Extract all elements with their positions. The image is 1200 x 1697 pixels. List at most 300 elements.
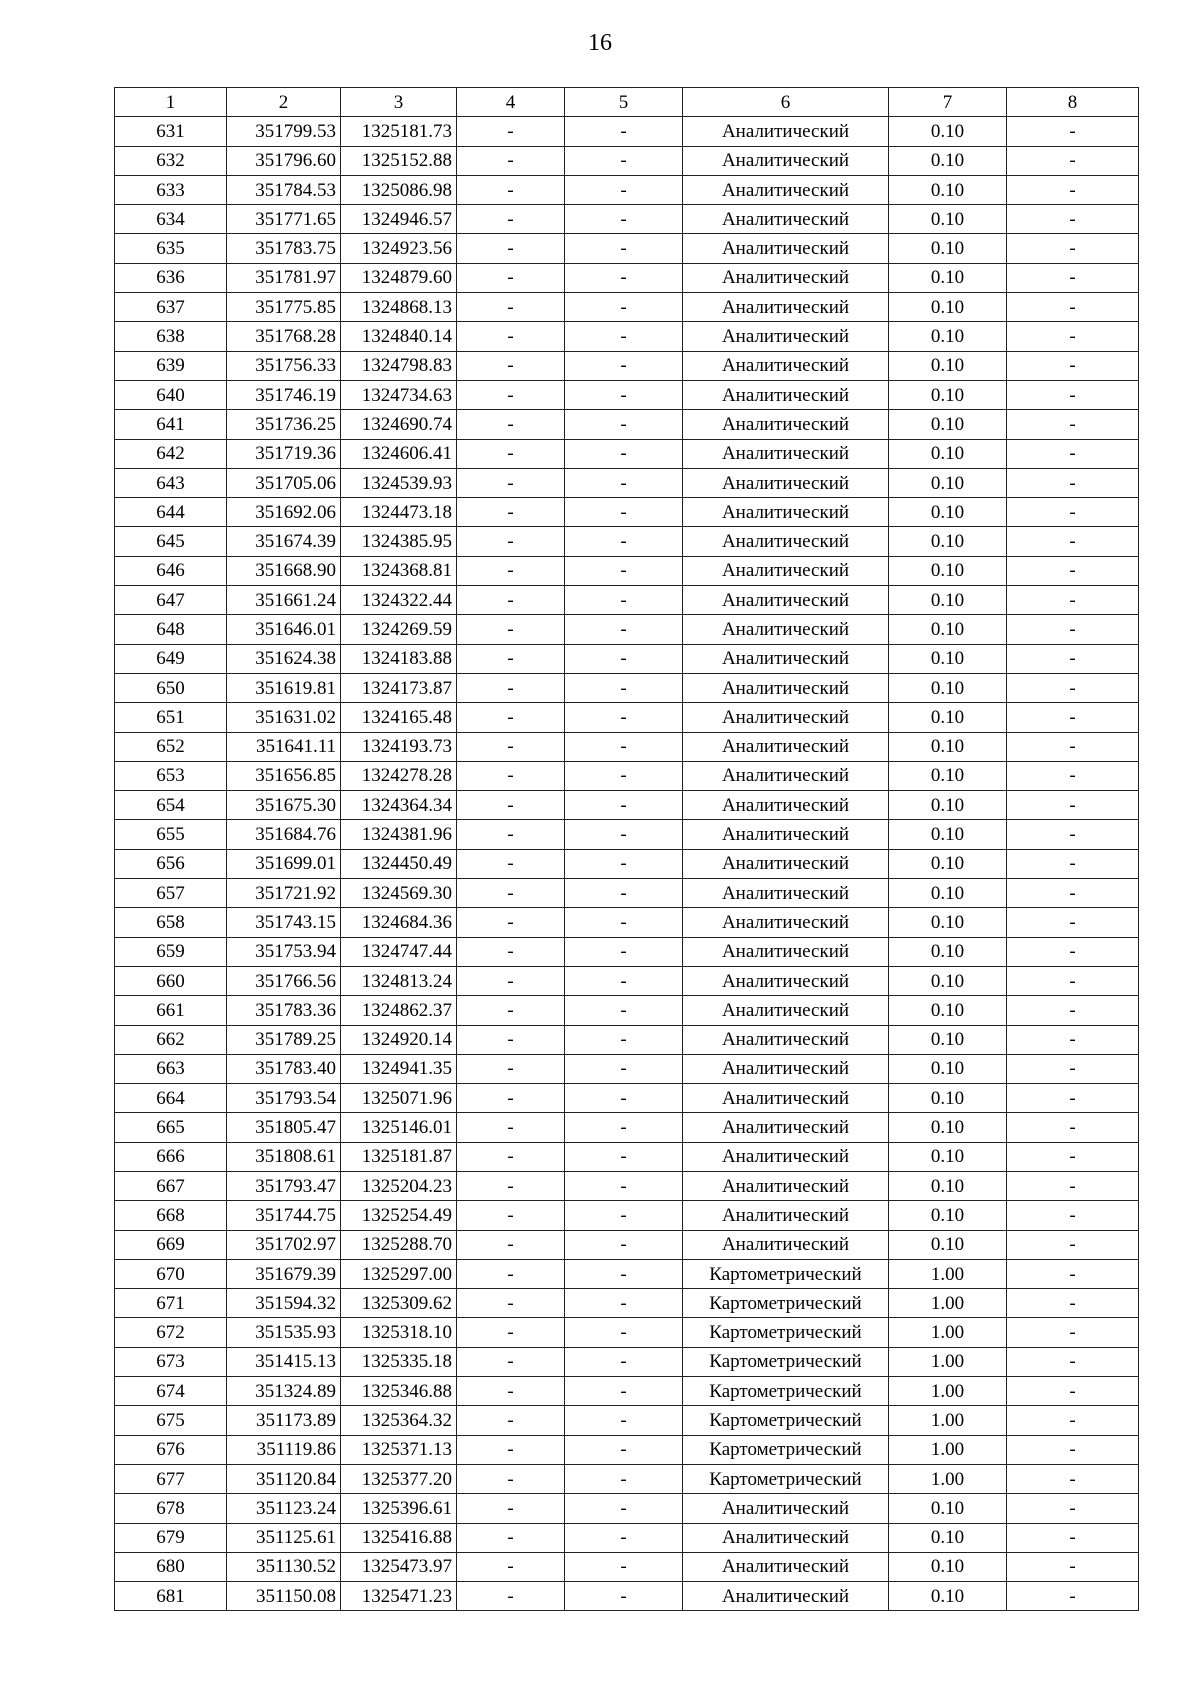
accuracy-cell: 1.00 xyxy=(889,1347,1007,1376)
y-coordinate-cell: 1324450.49 xyxy=(341,849,457,878)
y-coordinate-cell: 1324473.18 xyxy=(341,498,457,527)
column-5-cell: - xyxy=(565,146,683,175)
table-row xyxy=(115,673,1139,702)
column-5-cell: - xyxy=(565,1347,683,1376)
column-4-cell: - xyxy=(457,146,565,175)
column-5-cell: - xyxy=(565,175,683,204)
point-number-cell: 647 xyxy=(115,586,227,615)
x-coordinate-cell: 351746.19 xyxy=(227,380,341,409)
point-number-cell: 654 xyxy=(115,791,227,820)
table-row xyxy=(115,644,1139,673)
y-coordinate-cell: 1324269.59 xyxy=(341,615,457,644)
column-4-cell: - xyxy=(457,1142,565,1171)
column-4-cell: - xyxy=(457,761,565,790)
column-4-cell: - xyxy=(457,556,565,585)
column-8-cell: - xyxy=(1007,820,1139,849)
column-5-cell: - xyxy=(565,1201,683,1230)
x-coordinate-cell: 351130.52 xyxy=(227,1552,341,1581)
method-cell: Аналитический xyxy=(683,761,889,790)
y-coordinate-cell: 1325396.61 xyxy=(341,1494,457,1523)
point-number-cell: 639 xyxy=(115,351,227,380)
column-8-cell: - xyxy=(1007,380,1139,409)
column-4-cell: - xyxy=(457,1552,565,1581)
point-number-cell: 633 xyxy=(115,175,227,204)
point-number-cell: 648 xyxy=(115,615,227,644)
method-cell: Аналитический xyxy=(683,1142,889,1171)
y-coordinate-cell: 1324690.74 xyxy=(341,410,457,439)
column-8-cell: - xyxy=(1007,879,1139,908)
column-5-cell: - xyxy=(565,1171,683,1200)
method-cell: Аналитический xyxy=(683,380,889,409)
table-row xyxy=(115,380,1139,409)
x-coordinate-cell: 351783.75 xyxy=(227,234,341,263)
point-number-cell: 661 xyxy=(115,996,227,1025)
accuracy-cell: 0.10 xyxy=(889,1552,1007,1581)
column-5-cell: - xyxy=(565,380,683,409)
x-coordinate-cell: 351744.75 xyxy=(227,1201,341,1230)
method-cell: Аналитический xyxy=(683,1523,889,1552)
y-coordinate-cell: 1324569.30 xyxy=(341,879,457,908)
x-coordinate-cell: 351125.61 xyxy=(227,1523,341,1552)
method-cell: Картометрический xyxy=(683,1377,889,1406)
column-8-cell: - xyxy=(1007,1084,1139,1113)
y-coordinate-cell: 1324606.41 xyxy=(341,439,457,468)
method-cell: Аналитический xyxy=(683,263,889,292)
table-row xyxy=(115,175,1139,204)
x-coordinate-cell: 351679.39 xyxy=(227,1259,341,1288)
y-coordinate-cell: 1324539.93 xyxy=(341,468,457,497)
point-number-cell: 646 xyxy=(115,556,227,585)
accuracy-cell: 0.10 xyxy=(889,439,1007,468)
column-4-cell: - xyxy=(457,175,565,204)
table-row xyxy=(115,1435,1139,1464)
method-cell: Аналитический xyxy=(683,410,889,439)
x-coordinate-cell: 351535.93 xyxy=(227,1318,341,1347)
column-4-cell: - xyxy=(457,791,565,820)
column-5-cell: - xyxy=(565,205,683,234)
table-row xyxy=(115,205,1139,234)
y-coordinate-cell: 1325318.10 xyxy=(341,1318,457,1347)
method-cell: Аналитический xyxy=(683,879,889,908)
column-4-cell: - xyxy=(457,1025,565,1054)
column-8-cell: - xyxy=(1007,117,1139,146)
x-coordinate-cell: 351781.97 xyxy=(227,263,341,292)
column-4-cell: - xyxy=(457,1084,565,1113)
column-5-cell: - xyxy=(565,527,683,556)
column-header-1: 1 xyxy=(115,88,227,117)
column-8-cell: - xyxy=(1007,263,1139,292)
y-coordinate-cell: 1325152.88 xyxy=(341,146,457,175)
table-row xyxy=(115,1259,1139,1288)
accuracy-cell: 1.00 xyxy=(889,1259,1007,1288)
method-cell: Картометрический xyxy=(683,1464,889,1493)
x-coordinate-cell: 351150.08 xyxy=(227,1582,341,1611)
accuracy-cell: 0.10 xyxy=(889,1582,1007,1611)
column-8-cell: - xyxy=(1007,615,1139,644)
point-number-cell: 651 xyxy=(115,703,227,732)
table-row xyxy=(115,556,1139,585)
accuracy-cell: 0.10 xyxy=(889,1084,1007,1113)
column-4-cell: - xyxy=(457,380,565,409)
x-coordinate-cell: 351756.33 xyxy=(227,351,341,380)
accuracy-cell: 0.10 xyxy=(889,1201,1007,1230)
y-coordinate-cell: 1324747.44 xyxy=(341,937,457,966)
table-row xyxy=(115,1084,1139,1113)
column-8-cell: - xyxy=(1007,1435,1139,1464)
x-coordinate-cell: 351656.85 xyxy=(227,761,341,790)
y-coordinate-cell: 1324941.35 xyxy=(341,1054,457,1083)
point-number-cell: 638 xyxy=(115,322,227,351)
column-5-cell: - xyxy=(565,1025,683,1054)
accuracy-cell: 0.10 xyxy=(889,879,1007,908)
column-8-cell: - xyxy=(1007,410,1139,439)
point-number-cell: 680 xyxy=(115,1552,227,1581)
accuracy-cell: 0.10 xyxy=(889,175,1007,204)
point-number-cell: 653 xyxy=(115,761,227,790)
column-8-cell: - xyxy=(1007,1523,1139,1552)
column-5-cell: - xyxy=(565,1377,683,1406)
table-row xyxy=(115,439,1139,468)
table-row xyxy=(115,1142,1139,1171)
column-4-cell: - xyxy=(457,1201,565,1230)
accuracy-cell: 0.10 xyxy=(889,468,1007,497)
accuracy-cell: 0.10 xyxy=(889,1142,1007,1171)
x-coordinate-cell: 351783.40 xyxy=(227,1054,341,1083)
column-8-cell: - xyxy=(1007,293,1139,322)
accuracy-cell: 0.10 xyxy=(889,205,1007,234)
x-coordinate-cell: 351793.54 xyxy=(227,1084,341,1113)
accuracy-cell: 0.10 xyxy=(889,849,1007,878)
column-8-cell: - xyxy=(1007,322,1139,351)
column-4-cell: - xyxy=(457,615,565,644)
table-row xyxy=(115,615,1139,644)
column-5-cell: - xyxy=(565,117,683,146)
method-cell: Картометрический xyxy=(683,1259,889,1288)
method-cell: Аналитический xyxy=(683,527,889,556)
table-header xyxy=(115,88,1139,117)
table-row xyxy=(115,879,1139,908)
column-8-cell: - xyxy=(1007,205,1139,234)
y-coordinate-cell: 1324879.60 xyxy=(341,263,457,292)
column-5-cell: - xyxy=(565,615,683,644)
y-coordinate-cell: 1324734.63 xyxy=(341,380,457,409)
method-cell: Аналитический xyxy=(683,351,889,380)
column-4-cell: - xyxy=(457,263,565,292)
column-8-cell: - xyxy=(1007,791,1139,820)
point-number-cell: 632 xyxy=(115,146,227,175)
accuracy-cell: 0.10 xyxy=(889,380,1007,409)
x-coordinate-cell: 351753.94 xyxy=(227,937,341,966)
method-cell: Аналитический xyxy=(683,586,889,615)
method-cell: Аналитический xyxy=(683,117,889,146)
accuracy-cell: 1.00 xyxy=(889,1318,1007,1347)
column-5-cell: - xyxy=(565,849,683,878)
table-row xyxy=(115,234,1139,263)
column-4-cell: - xyxy=(457,703,565,732)
method-cell: Аналитический xyxy=(683,205,889,234)
column-8-cell: - xyxy=(1007,732,1139,761)
column-4-cell: - xyxy=(457,468,565,497)
column-5-cell: - xyxy=(565,293,683,322)
column-5-cell: - xyxy=(565,1259,683,1288)
column-5-cell: - xyxy=(565,966,683,995)
accuracy-cell: 1.00 xyxy=(889,1289,1007,1318)
y-coordinate-cell: 1325346.88 xyxy=(341,1377,457,1406)
column-8-cell: - xyxy=(1007,1318,1139,1347)
column-4-cell: - xyxy=(457,1494,565,1523)
method-cell: Аналитический xyxy=(683,468,889,497)
table-row xyxy=(115,1171,1139,1200)
accuracy-cell: 0.10 xyxy=(889,1025,1007,1054)
column-8-cell: - xyxy=(1007,351,1139,380)
table-row xyxy=(115,146,1139,175)
point-number-cell: 642 xyxy=(115,439,227,468)
column-header-8: 8 xyxy=(1007,88,1139,117)
column-8-cell: - xyxy=(1007,234,1139,263)
column-8-cell: - xyxy=(1007,1259,1139,1288)
point-number-cell: 667 xyxy=(115,1171,227,1200)
y-coordinate-cell: 1324868.13 xyxy=(341,293,457,322)
column-4-cell: - xyxy=(457,410,565,439)
column-4-cell: - xyxy=(457,1289,565,1318)
column-4-cell: - xyxy=(457,586,565,615)
table-row xyxy=(115,849,1139,878)
method-cell: Аналитический xyxy=(683,849,889,878)
y-coordinate-cell: 1324193.73 xyxy=(341,732,457,761)
column-4-cell: - xyxy=(457,117,565,146)
point-number-cell: 631 xyxy=(115,117,227,146)
x-coordinate-cell: 351783.36 xyxy=(227,996,341,1025)
y-coordinate-cell: 1325309.62 xyxy=(341,1289,457,1318)
column-4-cell: - xyxy=(457,351,565,380)
column-5-cell: - xyxy=(565,1084,683,1113)
y-coordinate-cell: 1324684.36 xyxy=(341,908,457,937)
method-cell: Аналитический xyxy=(683,644,889,673)
column-4-cell: - xyxy=(457,996,565,1025)
point-number-cell: 677 xyxy=(115,1464,227,1493)
y-coordinate-cell: 1324381.96 xyxy=(341,820,457,849)
column-8-cell: - xyxy=(1007,1113,1139,1142)
column-8-cell: - xyxy=(1007,1201,1139,1230)
column-8-cell: - xyxy=(1007,673,1139,702)
accuracy-cell: 0.10 xyxy=(889,351,1007,380)
column-5-cell: - xyxy=(565,1406,683,1435)
y-coordinate-cell: 1324165.48 xyxy=(341,703,457,732)
accuracy-cell: 0.10 xyxy=(889,644,1007,673)
column-4-cell: - xyxy=(457,205,565,234)
x-coordinate-cell: 351799.53 xyxy=(227,117,341,146)
column-4-cell: - xyxy=(457,1171,565,1200)
column-8-cell: - xyxy=(1007,996,1139,1025)
method-cell: Картометрический xyxy=(683,1318,889,1347)
y-coordinate-cell: 1325471.23 xyxy=(341,1582,457,1611)
point-number-cell: 672 xyxy=(115,1318,227,1347)
y-coordinate-cell: 1324923.56 xyxy=(341,234,457,263)
column-5-cell: - xyxy=(565,908,683,937)
column-5-cell: - xyxy=(565,761,683,790)
method-cell: Картометрический xyxy=(683,1289,889,1318)
method-cell: Аналитический xyxy=(683,498,889,527)
table-row xyxy=(115,1230,1139,1259)
column-5-cell: - xyxy=(565,732,683,761)
accuracy-cell: 0.10 xyxy=(889,498,1007,527)
point-number-cell: 658 xyxy=(115,908,227,937)
x-coordinate-cell: 351784.53 xyxy=(227,175,341,204)
point-number-cell: 645 xyxy=(115,527,227,556)
x-coordinate-cell: 351789.25 xyxy=(227,1025,341,1054)
x-coordinate-cell: 351594.32 xyxy=(227,1289,341,1318)
accuracy-cell: 0.10 xyxy=(889,908,1007,937)
column-8-cell: - xyxy=(1007,1025,1139,1054)
table-row xyxy=(115,1025,1139,1054)
column-4-cell: - xyxy=(457,293,565,322)
column-4-cell: - xyxy=(457,1113,565,1142)
method-cell: Картометрический xyxy=(683,1435,889,1464)
accuracy-cell: 0.10 xyxy=(889,1494,1007,1523)
table-row xyxy=(115,732,1139,761)
table-row xyxy=(115,410,1139,439)
method-cell: Аналитический xyxy=(683,1494,889,1523)
method-cell: Аналитический xyxy=(683,234,889,263)
table-row xyxy=(115,1289,1139,1318)
column-header-4: 4 xyxy=(457,88,565,117)
x-coordinate-cell: 351705.06 xyxy=(227,468,341,497)
accuracy-cell: 0.10 xyxy=(889,556,1007,585)
accuracy-cell: 0.10 xyxy=(889,527,1007,556)
point-number-cell: 663 xyxy=(115,1054,227,1083)
column-4-cell: - xyxy=(457,322,565,351)
accuracy-cell: 1.00 xyxy=(889,1406,1007,1435)
table-row xyxy=(115,1582,1139,1611)
y-coordinate-cell: 1325416.88 xyxy=(341,1523,457,1552)
x-coordinate-cell: 351702.97 xyxy=(227,1230,341,1259)
x-coordinate-cell: 351736.25 xyxy=(227,410,341,439)
x-coordinate-cell: 351719.36 xyxy=(227,439,341,468)
column-5-cell: - xyxy=(565,1464,683,1493)
x-coordinate-cell: 351768.28 xyxy=(227,322,341,351)
y-coordinate-cell: 1325181.87 xyxy=(341,1142,457,1171)
column-8-cell: - xyxy=(1007,1406,1139,1435)
point-number-cell: 660 xyxy=(115,966,227,995)
column-5-cell: - xyxy=(565,410,683,439)
y-coordinate-cell: 1325288.70 xyxy=(341,1230,457,1259)
column-5-cell: - xyxy=(565,1054,683,1083)
column-8-cell: - xyxy=(1007,1289,1139,1318)
table-row xyxy=(115,293,1139,322)
point-number-cell: 656 xyxy=(115,849,227,878)
accuracy-cell: 0.10 xyxy=(889,1230,1007,1259)
point-number-cell: 673 xyxy=(115,1347,227,1376)
column-4-cell: - xyxy=(457,966,565,995)
column-5-cell: - xyxy=(565,439,683,468)
y-coordinate-cell: 1325071.96 xyxy=(341,1084,457,1113)
column-4-cell: - xyxy=(457,1377,565,1406)
column-5-cell: - xyxy=(565,322,683,351)
x-coordinate-cell: 351805.47 xyxy=(227,1113,341,1142)
column-5-cell: - xyxy=(565,879,683,908)
column-5-cell: - xyxy=(565,1142,683,1171)
column-4-cell: - xyxy=(457,644,565,673)
x-coordinate-cell: 351641.11 xyxy=(227,732,341,761)
x-coordinate-cell: 351796.60 xyxy=(227,146,341,175)
method-cell: Аналитический xyxy=(683,439,889,468)
y-coordinate-cell: 1324840.14 xyxy=(341,322,457,351)
point-number-cell: 635 xyxy=(115,234,227,263)
x-coordinate-cell: 351120.84 xyxy=(227,1464,341,1493)
y-coordinate-cell: 1324385.95 xyxy=(341,527,457,556)
accuracy-cell: 0.10 xyxy=(889,1054,1007,1083)
y-coordinate-cell: 1325254.49 xyxy=(341,1201,457,1230)
column-8-cell: - xyxy=(1007,1582,1139,1611)
point-number-cell: 671 xyxy=(115,1289,227,1318)
coordinates-table xyxy=(114,87,1139,1611)
x-coordinate-cell: 351793.47 xyxy=(227,1171,341,1200)
point-number-cell: 679 xyxy=(115,1523,227,1552)
x-coordinate-cell: 351675.30 xyxy=(227,791,341,820)
column-8-cell: - xyxy=(1007,498,1139,527)
x-coordinate-cell: 351631.02 xyxy=(227,703,341,732)
table-row xyxy=(115,498,1139,527)
table-row xyxy=(115,966,1139,995)
x-coordinate-cell: 351668.90 xyxy=(227,556,341,585)
accuracy-cell: 0.10 xyxy=(889,234,1007,263)
table-row xyxy=(115,1201,1139,1230)
column-8-cell: - xyxy=(1007,1142,1139,1171)
column-5-cell: - xyxy=(565,1230,683,1259)
column-4-cell: - xyxy=(457,1054,565,1083)
y-coordinate-cell: 1324368.81 xyxy=(341,556,457,585)
y-coordinate-cell: 1325364.32 xyxy=(341,1406,457,1435)
accuracy-cell: 0.10 xyxy=(889,293,1007,322)
accuracy-cell: 0.10 xyxy=(889,615,1007,644)
column-8-cell: - xyxy=(1007,908,1139,937)
column-4-cell: - xyxy=(457,498,565,527)
column-8-cell: - xyxy=(1007,586,1139,615)
point-number-cell: 678 xyxy=(115,1494,227,1523)
column-8-cell: - xyxy=(1007,556,1139,585)
y-coordinate-cell: 1325335.18 xyxy=(341,1347,457,1376)
table-row xyxy=(115,908,1139,937)
point-number-cell: 641 xyxy=(115,410,227,439)
x-coordinate-cell: 351119.86 xyxy=(227,1435,341,1464)
column-5-cell: - xyxy=(565,937,683,966)
y-coordinate-cell: 1324183.88 xyxy=(341,644,457,673)
method-cell: Аналитический xyxy=(683,996,889,1025)
accuracy-cell: 0.10 xyxy=(889,117,1007,146)
column-4-cell: - xyxy=(457,527,565,556)
table-row xyxy=(115,1054,1139,1083)
column-8-cell: - xyxy=(1007,175,1139,204)
x-coordinate-cell: 351766.56 xyxy=(227,966,341,995)
accuracy-cell: 0.10 xyxy=(889,966,1007,995)
y-coordinate-cell: 1324813.24 xyxy=(341,966,457,995)
y-coordinate-cell: 1324364.34 xyxy=(341,791,457,820)
column-5-cell: - xyxy=(565,1113,683,1142)
point-number-cell: 640 xyxy=(115,380,227,409)
x-coordinate-cell: 351173.89 xyxy=(227,1406,341,1435)
column-8-cell: - xyxy=(1007,1494,1139,1523)
method-cell: Аналитический xyxy=(683,732,889,761)
column-8-cell: - xyxy=(1007,1464,1139,1493)
method-cell: Аналитический xyxy=(683,293,889,322)
accuracy-cell: 0.10 xyxy=(889,263,1007,292)
table-row xyxy=(115,117,1139,146)
method-cell: Аналитический xyxy=(683,1084,889,1113)
column-5-cell: - xyxy=(565,996,683,1025)
table-row xyxy=(115,263,1139,292)
table-row xyxy=(115,1494,1139,1523)
y-coordinate-cell: 1325146.01 xyxy=(341,1113,457,1142)
